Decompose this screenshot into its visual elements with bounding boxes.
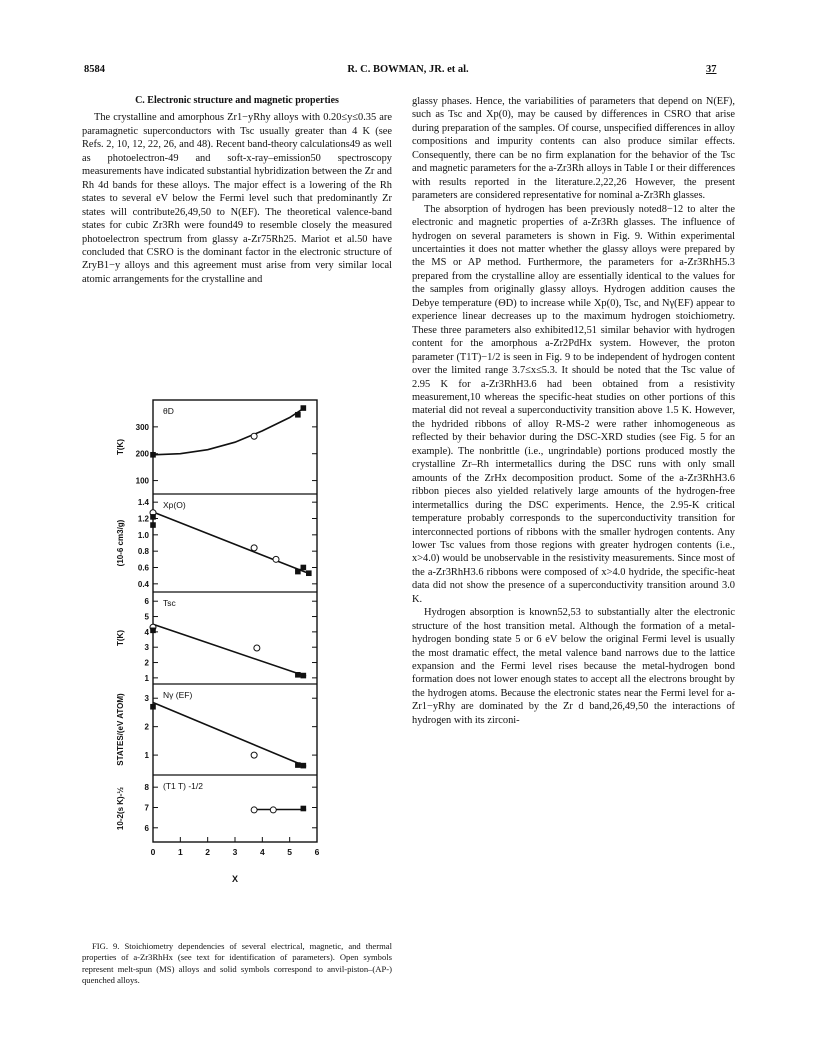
x-tick-label: 3 [232, 847, 238, 857]
y-tick-label: 3 [144, 694, 149, 704]
x-tick-label: 5 [287, 847, 293, 857]
filled-point [150, 452, 156, 458]
figure-panels [116, 405, 317, 833]
x-tick-label: 0 [150, 847, 156, 857]
filled-point [301, 673, 307, 679]
filled-point [150, 514, 156, 520]
y-tick-label: 5 [144, 612, 149, 622]
filled-point [306, 570, 312, 576]
y-axis-label: T(K) [116, 439, 125, 455]
y-tick-label: 1.2 [137, 514, 149, 524]
right-column [412, 95, 735, 727]
panel-0 [116, 405, 317, 485]
right-paragraph-3: Hydrogen absorption is known52,53 to substantially alter the electronic structure of the host transition metal. Although the formation of a metal-hydrogen bonding state 5 or 6 eV below the original Fermi level is usually the most dramatic effect, the metal valence band narrows due to the lattice expansion and the Fermi level rises because the metal-hydrogen bond formation does not lower enough states to accept all the electrons brought by the hydrogen atoms. Because the electronic states near the Fermi level for a-Zr1−yRhy are dominated by the Zr d band,26,49,50 the interactions of hydrogen with its zirconi- [412, 607, 735, 726]
panel-label: Xp(O) [163, 500, 186, 510]
x-axis [151, 837, 320, 884]
left-column [82, 94, 392, 286]
y-tick-label: 8 [144, 783, 149, 793]
open-point [251, 545, 257, 551]
volume-number: 37 [706, 64, 717, 75]
y-tick-label: 4 [144, 627, 149, 637]
figure-9 [95, 392, 385, 902]
y-tick-label: 6 [144, 597, 149, 607]
panel-3 [116, 684, 317, 768]
right-paragraph-2: The absorption of hydrogen has been previously noted8−12 to alter the electronic and magnetic properties of a-Zr3Rh glasses. The influence of hydrogen on several parameters is shown in Fig. 9. Within experimental uncertainties it does not matter whether the glassy alloys were prepared by the MS or AP method. Furthermore, the parameters for a-Zr3RhH5.3 prepared from the crystalline alloy are essentially identical to the values for the samples from originally glassy alloys. Hydrogen addition causes the Debye temperature (ΘD) to increase while Xp(0), Tsc, and Nγ(EF) appear to experience linear decreases up to the maximum hydrogen stoichiometry. These three parameters also exhibited12,51 similar behavior with hydrogen content for the amorphous a-Zr2PdHx system. However, the proton parameter (T1T)−1/2 is seen in Fig. 9 to be independent of hydrogen content over the limited range 3.7≤x≤5.3. It should be noted that the Tsc value of 2.95 K for a-Zr3RhH3.6 had been obtained from a resistivity measurement,10 whereas the specific-heat studies on other portions of this material did not reveal a superconductivity transition above 1.5 K. However, the hydrided ribbons of alloy R-MS-2 were rather inhomogeneous as reflected by their behavior during the DSC-XRD studies (see Fig. 5 for an example). The nonbrittle (i.e., ungrindable) portions produced mostly the crystalline Zr–Rh intermetallics during the DSC runs with only small amounts of the ZrHx decomposition product. Some of the a-Zr3RhH3.6 ribbon pieces also yielded relatively large amounts of the hydrogen-free intermetallics during the DSC experiments. Hence, the 2.95-K critical temperature probably corresponds to the superconductivity transition for interconnected portions of ribbons with the smaller hydrogen contents. Any lower Tsc values from those regions with greater hydrogen contents (i.e., x>4.0) would be unobservable in the resistivity measurements. Since most of the a-Zr3RhH3.6 ribbons were composed of x>4.0 hydride, the specific-heat data did not show the presence of a superconductivity transition around 3.0 K. [412, 203, 735, 605]
panel-4 [116, 775, 317, 833]
filled-point [295, 672, 301, 678]
x-tick-label: 1 [177, 847, 183, 857]
y-axis-label: T(K) [116, 630, 125, 646]
panel-label: Nγ (EF) [163, 690, 193, 700]
y-tick-label: 6 [144, 823, 149, 833]
open-point [251, 433, 257, 439]
y-tick-label: 1.0 [137, 530, 149, 540]
y-tick-label: 1.4 [137, 498, 149, 508]
open-point [254, 645, 260, 651]
fit-line [153, 512, 306, 572]
y-tick-label: 100 [135, 476, 149, 486]
running-head: R. C. BOWMAN, JR. et al. [347, 64, 469, 75]
filled-point [295, 412, 301, 418]
y-tick-label: 200 [135, 449, 149, 459]
open-point [251, 807, 257, 813]
filled-point [150, 704, 156, 710]
panel-1 [116, 494, 317, 589]
x-axis-label: X [231, 874, 239, 884]
open-point [273, 556, 279, 562]
open-point [270, 807, 276, 813]
x-tick-label: 4 [259, 847, 265, 857]
y-tick-label: 1 [144, 751, 149, 761]
fit-curve [153, 409, 303, 455]
y-tick-label: 0.8 [137, 547, 149, 557]
filled-point [150, 628, 156, 634]
y-axis-label: STATES/(eV ATOM) [116, 693, 125, 766]
right-paragraph-1: glassy phases. Hence, the variabilities of parameters that depend on N(EF), such as Tsc and Xp(0), may be caused by differences in CSRO that arise during preparation of the samples. Of course, unspecified differences in alloy compositions and impurity contents can also produce similar effects. Consequently, there can be no firm explanation for the behavior of the Tsc and magnetic parameters for the a-Zr3Rh alloys in Table I or their differences with results reported in the literature.2,22,26 However, the present parameters are considered representative for nominal a-Zr3Rh glasses. [412, 96, 735, 202]
figure-caption: FIG. 9. Stoichiometry dependencies of several electrical, magnetic, and thermal properties of a-Zr3RhHx (see text for identification of parameters). Open symbols represent melt-spun (MS) alloys and solid symbols correspond to anvil-piston–(AP-) quenched alloys. [82, 941, 392, 985]
y-tick-label: 3 [144, 643, 149, 653]
y-tick-label: 0.4 [137, 579, 149, 589]
left-paragraph: The crystalline and amorphous Zr1−yRhy alloys with 0.20≤y≤0.35 are paramagnetic superconductors with Tsc usually greater than 4 K (see Refs. 2, 10, 12, 22, 26, and 48). Recent band-theory calculations49 as well as photoelectron-49 and soft-x-ray–emission50 spectroscopy measurements have indicated substantial hybridization between the Zr and Rh 4d bands for these alloys. The major effect is a lowering of the Rh states to several eV below the Fermi level such that predominantly Zr states will contribute26,49,50 to N(EF). The theoretical valence-band states for cubic Zr3Rh were found49 to resemble closely the measured photoelectron spectrum from glassy a-Zr75Rh25. Mariot et al.50 have concluded that CSRO is the dominant factor in the electronic structure of ZryB1−y alloys and this agreement must arise from very similar local atomic arrangements for the crystalline and [82, 112, 392, 285]
open-point [251, 752, 257, 758]
panel-label: θD [163, 406, 174, 416]
filled-point [295, 569, 301, 575]
y-tick-label: 1 [144, 673, 149, 683]
y-tick-label: 2 [144, 658, 149, 668]
filled-point [301, 565, 307, 571]
filled-point [295, 762, 301, 768]
x-tick-label: 2 [205, 847, 211, 857]
page-number: 8584 [84, 64, 105, 75]
filled-point [150, 522, 156, 528]
section-heading: C. Electronic structure and magnetic properties [135, 95, 339, 106]
y-axis-label: 10-2(s K)-½ [116, 786, 125, 831]
y-tick-label: 7 [144, 803, 149, 813]
plot-border [153, 400, 317, 842]
x-tick-label: 6 [314, 847, 320, 857]
figure-frame [153, 400, 317, 842]
fit-line [153, 624, 306, 676]
filled-point [301, 405, 307, 411]
y-tick-label: 2 [144, 722, 149, 732]
y-tick-label: 0.6 [137, 563, 149, 573]
y-tick-label: 300 [135, 422, 149, 432]
y-axis-label: (10-6 cm3/g) [116, 519, 125, 567]
panel-label: Tsc [163, 598, 176, 608]
panel-2 [116, 592, 317, 683]
fit-line [153, 703, 306, 767]
filled-point [301, 763, 307, 769]
filled-point [301, 806, 307, 812]
panel-label: (T1 T) -1/2 [163, 781, 203, 791]
